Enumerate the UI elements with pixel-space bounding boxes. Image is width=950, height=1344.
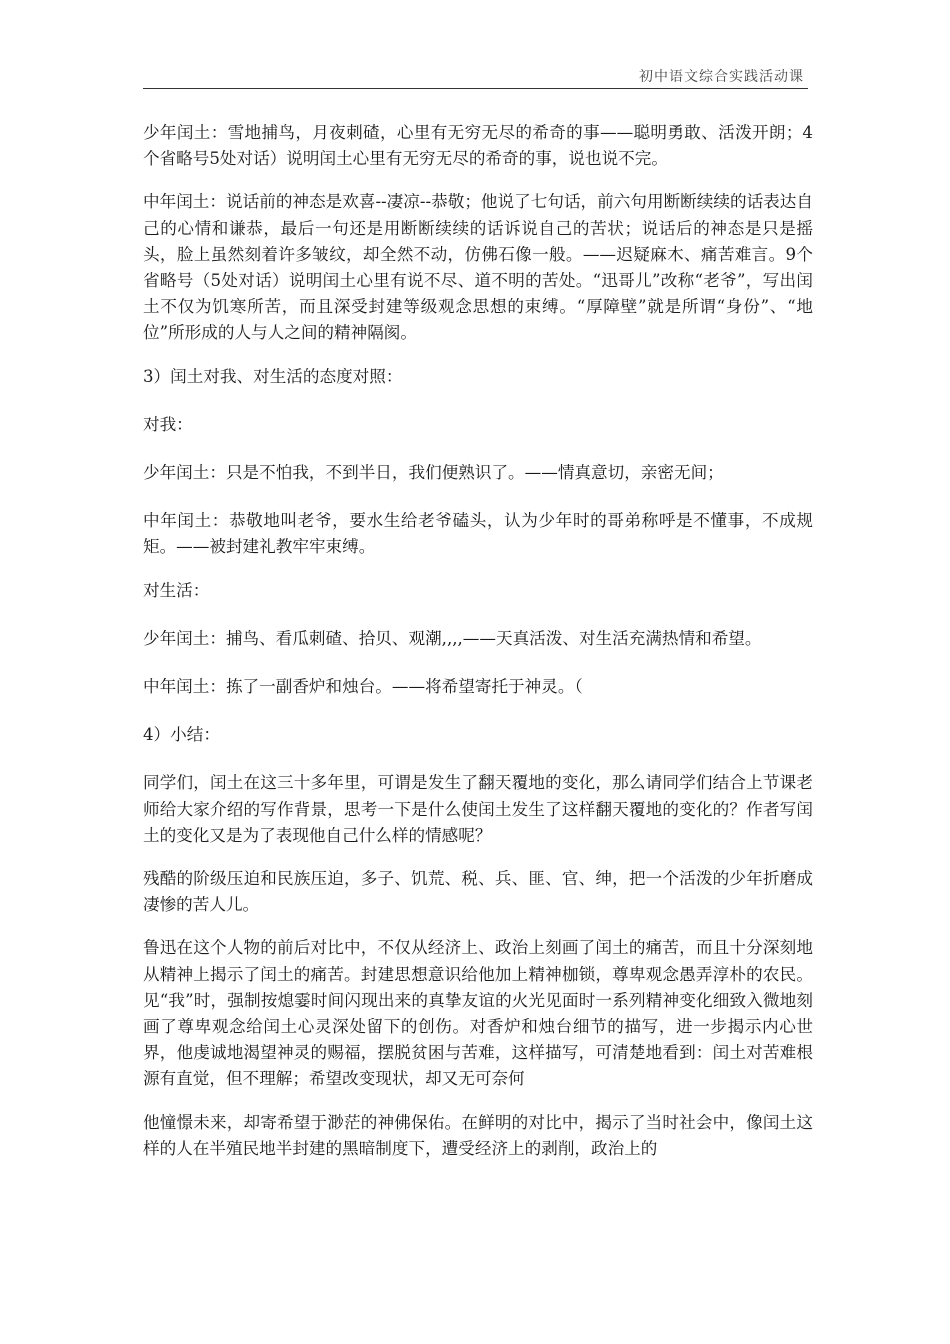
- paragraph: 残酷的阶级压迫和民族压迫，多子、饥荒、税、兵、匪、官、绅，把一个活泼的少年折磨成凄惨的苦人儿。: [143, 869, 813, 915]
- paragraph: 他憧憬未来，却寄希望于渺茫的神佛保佑。在鲜明的对比中，揭示了当时社会中，像闰土这样的人在半殖民地半封建的黑暗制度下，遭受经济上的剥削，政治上的: [143, 1112, 813, 1158]
- paragraph: 鲁迅在这个人物的前后对比中，不仅从经济上、政治上刻画了闰土的痛苦，而且十分深刻地从精神上揭示了闰土的痛苦。封建思想意识给他加上精神枷锁，尊卑观念愚弄淳朴的农民。见“我”时，强制按熄霎时间闪现出来的真挚友谊的火光见面时一系列精神变化细致入微地刻画了尊卑观念给闰土心灵深处留下的创伤。对香炉和烛台细节的描写，进一步揭示内心世界，他虔诚地渴望神灵的赐福，摆脱贫困与苦难，这样描写，可清楚地看到：闰土对苦难根源有直觉，但不理解；希望改变现状，却又无可奈何: [143, 938, 813, 1089]
- paragraph: 中年闰土：说话前的神态是欢喜--凄凉--恭敬；他说了七句话，前六句用断断续续的话表达自己的心情和谦恭，最后一句还是用断断续续的话诉说自己的苦状；说话后的神态是只是摇头，脸上虽然刻着许多皱纹，却全然不动，仿佛石像一般。——迟疑麻木、痛苦难言。9个省略号（5处对话）说明闰土心里有说不尽、道不明的苦处。“迅哥儿”改称“老爷”，写出闰土不仅为饥寒所苦，而且深受封建等级观念思想的束缚。“厚障壁”就是所谓“身份”、“地位”所形成的人与人之间的精神隔阂。: [143, 192, 813, 343]
- paragraph: 中年闰土：恭敬地叫老爷，要水生给老爷磕头，认为少年时的哥弟称呼是不懂事，不成规矩。——被封建礼教牢牢束缚。: [143, 511, 813, 557]
- paragraph: 中年闰土：拣了一副香炉和烛台。——将希望寄托于神灵。（: [143, 677, 583, 697]
- paragraph: 少年闰土：雪地捕鸟，月夜刺碴，心里有无穷无尽的希奇的事——聪明勇敢、活泼开朗；4个省略号5处对话）说明闰土心里有无穷无尽的希奇的事，说也说不完。: [143, 123, 813, 169]
- subsection-label: 对生活：: [143, 580, 210, 600]
- paragraph: 少年闰土：只是不怕我，不到半日，我们便熟识了。——情真意切，亲密无间；: [143, 463, 724, 483]
- section-heading: 3）闰土对我、对生活的态度对照：: [143, 366, 403, 386]
- page-header: [143, 64, 808, 89]
- subsection-label: 对我：: [143, 414, 193, 434]
- document-body: [143, 120, 813, 1179]
- paragraph: 少年闰土：捕鸟、看瓜刺碴、拾贝、观潮,,,,——天真活泼、对生活充满热情和希望。: [143, 628, 762, 648]
- section-heading: 4）小结：: [143, 725, 220, 745]
- header-title: 初中语文综合实践活动课: [639, 69, 804, 85]
- paragraph: 同学们，闰土在这三十多年里，可谓是发生了翻天覆地的变化，那么请同学们结合上节课老师给大家介绍的写作背景，思考一下是什么使闰土发生了这样翻天覆地的变化的？作者写闰土的变化又是为了表现他自己什么样的情感呢？: [143, 773, 813, 845]
